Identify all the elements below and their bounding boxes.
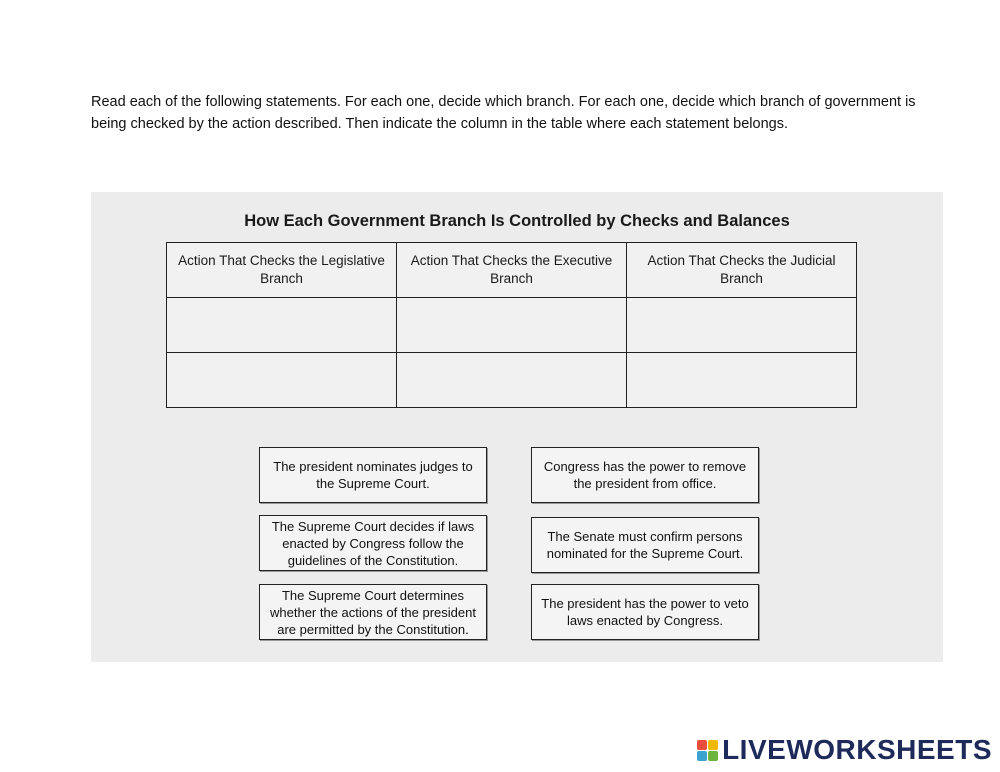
icon-square [708, 751, 718, 761]
worksheet-title: How Each Government Branch Is Controlled by Checks and Balances [244, 212, 790, 230]
statement-card[interactable]: The Senate must confirm persons nominated for the Supreme Court. [531, 517, 759, 573]
drop-zone-judicial-1[interactable] [627, 298, 857, 353]
drop-zone-executive-2[interactable] [397, 353, 627, 408]
column-header-judicial: Action That Checks the Judicial Branch [627, 243, 857, 298]
worksheet-scan [91, 192, 943, 662]
statement-card[interactable]: The Supreme Court determines whether the actions of the president are permitted by the Constitution. [259, 584, 487, 640]
drop-zone-legislative-1[interactable] [167, 298, 397, 353]
liveworksheets-icon [697, 740, 718, 761]
drop-zone-judicial-2[interactable] [627, 353, 857, 408]
column-header-legislative: Action That Checks the Legislative Branch [167, 243, 397, 298]
statement-card[interactable]: The president nominates judges to the Supreme Court. [259, 447, 487, 503]
statement-card[interactable]: The Supreme Court decides if laws enacted by Congress follow the guidelines of the Constitution. [259, 515, 487, 571]
drop-zone-executive-1[interactable] [397, 298, 627, 353]
icon-square [697, 751, 707, 761]
instructions-text: Read each of the following statements. For each one, decide which branch. For each one, decide which branch of government is being checked by the action described. Then indicate the column in the table where each statement belongs. [91, 94, 916, 132]
brand-name: LIVEWORKSHEETS [722, 734, 992, 765]
column-header-executive: Action That Checks the Executive Branch [397, 243, 627, 298]
statement-card[interactable]: The president has the power to veto laws enacted by Congress. [531, 584, 759, 640]
icon-square [697, 740, 707, 750]
liveworksheets-logo [697, 734, 992, 766]
icon-square [708, 740, 718, 750]
drop-zone-legislative-2[interactable] [167, 353, 397, 408]
statement-card[interactable]: Congress has the power to remove the president from office. [531, 447, 759, 503]
sorting-table [166, 242, 857, 408]
